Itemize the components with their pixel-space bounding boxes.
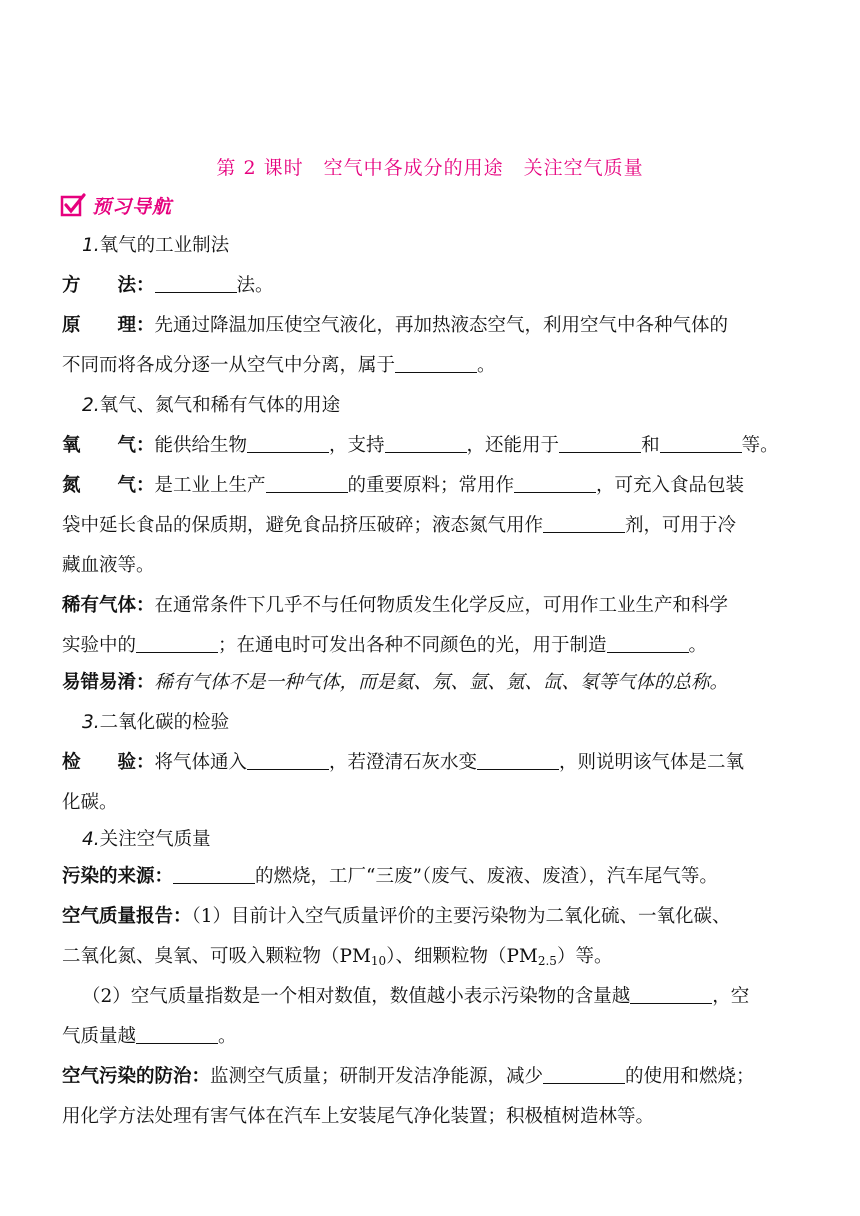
answer-blank[interactable]	[247, 434, 329, 453]
answer-blank[interactable]	[543, 514, 625, 533]
answer-blank[interactable]	[607, 634, 689, 653]
rare-gas-line: 稀有气体：在通常条件下几乎不与任何物质发生化学反应，可用作工业生产和科学	[62, 595, 729, 616]
answer-blank[interactable]	[559, 434, 641, 453]
test-line-2: 化碳。	[62, 792, 118, 813]
section-heading: 4.关注空气质量	[82, 829, 211, 850]
pollution-source-line: 污染的来源： 的燃烧，工厂“三废”（废气、废液、废渣），汽车尾气等。	[62, 866, 718, 887]
control-line: 空气污染的防治：监测空气质量；研制开发洁净能源，减少 的使用和燃烧；	[62, 1066, 755, 1087]
nitrogen-line: 氮 气：是工业上生产 的重要原料；常用作 ，可充入食品包装	[62, 475, 745, 496]
control-line-2: 用化学方法处理有害气体在汽车上安装尾气净化装置；积极植树造林等。	[62, 1106, 655, 1127]
rare-gas-line-2: 实验中的 ；在通电时可发出各种不同颜色的光，用于制造 。	[62, 635, 708, 656]
report-line-2: 二氧化氮、臭氧、可吸入颗粒物$(PM_{10})$、细颗粒物$(PM_{2.5})$等。	[62, 946, 613, 968]
answer-blank[interactable]	[477, 751, 559, 770]
nitrogen-line-3: 藏血液等。	[62, 555, 155, 576]
check-box-icon	[60, 192, 86, 218]
confusion-note: 易错易淆：稀有气体不是一种气体，而是氦、氖、氩、氪、氙、氡等气体的总称。	[62, 672, 729, 693]
section-heading: 2.氧气、氮气和稀有气体的用途	[82, 395, 341, 416]
nitrogen-line-2: 袋中延长食品的保质期，避免食品挤压破碎；液态氮气用作 剂，可用于冷	[62, 515, 737, 536]
report-line: 空气质量报告：（1）目前计入空气质量评价的主要污染物为二氧化硫、一氧化碳、	[62, 906, 731, 927]
answer-blank[interactable]	[136, 1025, 218, 1044]
answer-blank[interactable]	[395, 354, 477, 373]
principle-line: 原 理：先通过降温加压使空气液化，再加热液态空气，利用空气中各种气体的	[62, 315, 729, 336]
page-title: 第 2 课时 空气中各成分的用途 关注空气质量	[216, 157, 644, 179]
answer-blank[interactable]	[136, 634, 218, 653]
principle-line-2: 不同而将各成分逐一从空气中分离，属于 。	[62, 355, 496, 376]
preview-banner	[60, 188, 172, 222]
answer-blank[interactable]	[385, 434, 467, 453]
answer-blank[interactable]	[266, 474, 348, 493]
method-line: 方 法： 法。	[62, 275, 274, 296]
answer-blank[interactable]	[173, 865, 255, 884]
answer-blank[interactable]	[630, 985, 712, 1004]
answer-blank[interactable]	[514, 474, 596, 493]
section-heading: 1.氧气的工业制法	[82, 235, 230, 256]
answer-blank[interactable]	[155, 274, 237, 293]
section-heading: 3.二氧化碳的检验	[82, 712, 230, 733]
index-line-2: 气质量越 。	[62, 1026, 237, 1047]
banner-label: 预习导航	[92, 195, 173, 218]
answer-blank[interactable]	[247, 751, 329, 770]
answer-blank[interactable]	[660, 434, 742, 453]
test-line: 检 验：将气体通入 ，若澄清石灰水变 ，则说明该气体是二氧	[62, 752, 745, 773]
index-line: （2）空气质量指数是一个相对数值，数值越小表示污染物的含量越 ，空	[82, 986, 750, 1007]
oxygen-line: 氧 气：能供给生物 ，支持 ，还能用于 和 等。	[62, 435, 779, 456]
answer-blank[interactable]	[543, 1065, 625, 1084]
